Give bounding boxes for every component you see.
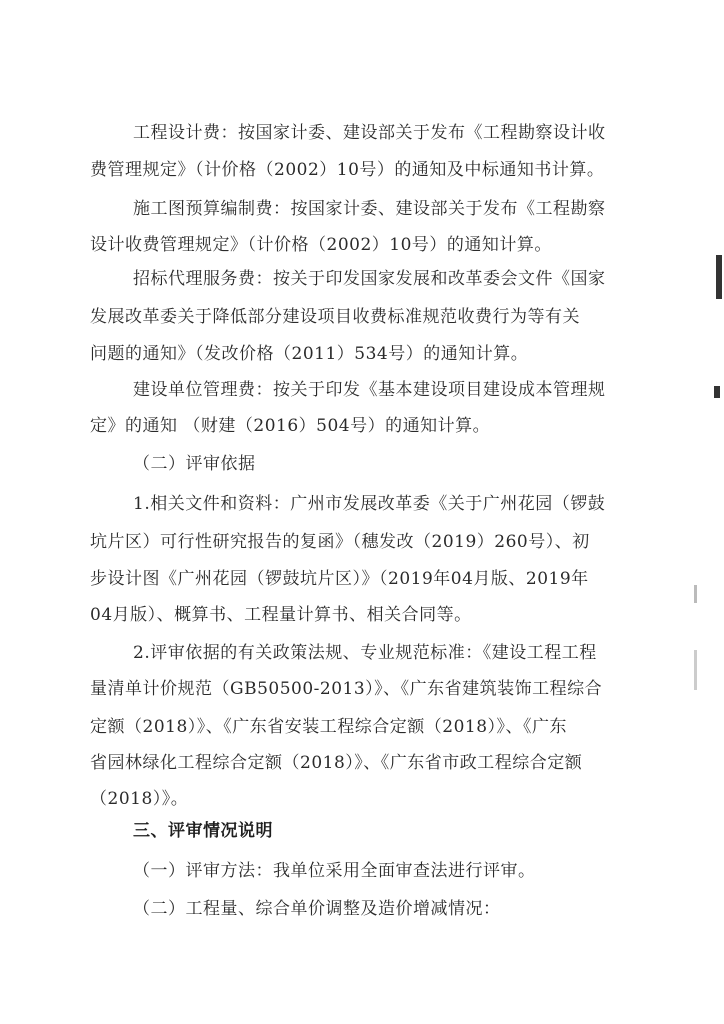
- paragraph-line: （二）工程量、综合单价调整及造价增减情况：: [133, 899, 501, 919]
- paragraph-line: 省园林绿化工程综合定额（2018）》、《广东省市政工程综合定额: [90, 753, 583, 773]
- paragraph-line: 04月版）、概算书、工程量计算书、相关合同等。: [90, 605, 472, 625]
- paragraph-line: 坑片区）可行性研究报告的复函》（穗发改（2019）260号）、初: [90, 532, 590, 552]
- paragraph-line: 费管理规定》（计价格（2002）10号）的通知及中标通知书计算。: [90, 160, 605, 180]
- scan-edge-mark: [694, 585, 697, 603]
- paragraph-line: 设计收费管理规定》（计价格（2002）10号）的通知计算。: [90, 235, 552, 255]
- paragraph-line: 量清单计价规范（GB50500-2013）》、《广东省建筑装饰工程综合: [90, 679, 603, 699]
- paragraph-line: 2.评审依据的有关政策法规、专业规范标准：《建设工程工程: [133, 643, 597, 663]
- scan-edge-mark: [716, 255, 722, 299]
- paragraph-line: 定》的通知 （财建（2016）504号）的通知计算。: [90, 416, 491, 436]
- paragraph-line: 建设单位管理费：按关于印发《基本建设项目建设成本管理规: [133, 380, 606, 400]
- paragraph-line: 步设计图《广州花园（锣鼓坑片区）》（2019年04月版、2019年: [90, 569, 589, 589]
- paragraph-line: 工程设计费：按国家计委、建设部关于发布《工程勘察设计收: [133, 123, 606, 143]
- paragraph-line: 定额（2018）》、《广东省安装工程综合定额（2018）》、《广东: [90, 717, 568, 737]
- paragraph-line: 1.相关文件和资料：广州市发展改革委《关于广州花园（锣鼓: [133, 494, 606, 514]
- paragraph-line: （一）评审方法：我单位采用全面审查法进行评审。: [133, 861, 536, 881]
- paragraph-line: 发展改革委关于降低部分建设项目收费标准规范收费行为等有关: [90, 307, 580, 327]
- paragraph-line: （2018）》。: [90, 789, 189, 809]
- paragraph-line: 施工图预算编制费：按国家计委、建设部关于发布《工程勘察: [133, 199, 606, 219]
- section-heading: 三、评审情况说明: [133, 821, 273, 841]
- paragraph-line: 招标代理服务费：按关于印发国家发展和改革委会文件《国家: [133, 269, 606, 289]
- scan-edge-mark: [694, 650, 697, 690]
- scan-edge-mark: [714, 386, 720, 398]
- section-subheading: （二）评审依据: [133, 454, 256, 474]
- paragraph-line: 问题的通知》（发改价格（2011）534号）的通知计算。: [90, 344, 529, 364]
